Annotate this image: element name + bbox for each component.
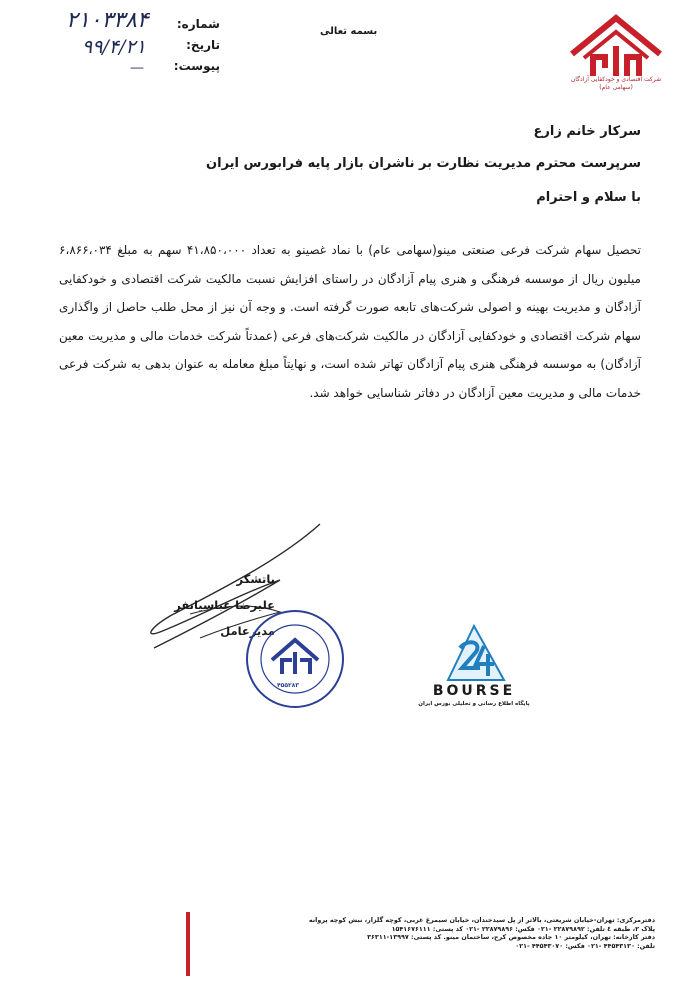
body-line: اقتصادی و خودکفایی آزادگان و مدیریت بهینه و اصولی شرکت‌های تابعه صورت گرفته است. و وجه آن نیز [59,271,641,314]
seal-number: ۴۵۵۲۸۳ [277,682,299,689]
letter-body [59,236,641,407]
body-line: شناسایی خواهد شد. [309,385,412,400]
company-seal [244,608,346,710]
company-name [560,76,672,92]
footer-line: تلفن: ۴۴۵۴۳۱۳۰ -۰۲۱ فکس: ۴۴۵۴۳۰۷۰ -۰۲۱ [515,941,655,950]
addressee-position: سرپرست محترم مدیریت نظارت بر ناشران بازار پایه فرابورس ایران [206,156,641,171]
basmala: بسمه تعالی [320,26,378,37]
body-line: تحصیل سهام شرکت فرعی صنعتی مینو(سهامی عام) با نماد غصینو به تعداد ۴۱،۸۵۰،۰۰۰ سهم به مبلغ [117,243,641,257]
letter-number: ۲۱۰۳۳۸۴ [66,8,149,33]
bourse-tagline: پایگاه اطلاع رسانی و تحلیلی بورس ایران [418,701,530,707]
body-line: است، و نهایتاً مبلغ معامله به عنوان بدهی به شرکت فرعی خدمات مالی و مدیریت معین آزادگان در دفاتر [59,357,641,400]
closing-thanks: باتشکر [236,572,275,586]
greeting: با سلام و احترام [536,190,641,205]
footer-address [185,916,655,950]
signer-name: علیرضا عباسیانفر [174,598,275,612]
bourse-wordmark: BOURSE [432,683,516,699]
date-label: تاریخ: [186,38,220,52]
body-line: از محل طلب حاصل از واگذاری سهام شرکت اقتصادی و خودکفایی آزادگان در مالکیت شرکت‌های فرعی [59,300,641,343]
company-name-line2: (سهامی عام) [599,84,633,91]
letter-meta-labels [173,14,220,77]
footer-line: دفتر کارخانه: تهران، کیلومتر ۱۰ جاده مخصوص کرج، ساختمان مینو. کد پستی: ۱۳۹۹۷-۳۶۳۱۱ [367,933,655,942]
footer-line: دفترمرکزی: تهران-خیابان شریعتی، بالاتر از پل سیدخندان، خیابان سیمرغ غربی، کوچه گلزار، نبش کوچه پروانه [308,916,655,924]
body-line: ۶،۸۶۶،۰۳۴ میلیون ریال از موسسه فرهنگی و هنری پیام آزادگان در راستای افزایش نسبت مالکیت شرکت [59,243,641,286]
footer-line: پلاک ۲، طبقه ٤ تلفن: ۲۲۸۷۹۸۹۲ -۰۲۱ فکس: ۲۲۸۷۹۸۹۶ -۰۲۱ کد پستی: ۱۵۴۱۶۷۶۱۱۱ [391,924,655,933]
addressee: سرکار خانم زارع [533,124,641,139]
letter-date: ۹۹/۴/۲۱ [82,36,146,58]
signer-title: مدیرعامل [220,624,275,638]
attachment-value: — [130,60,144,76]
body-line: (عمدتاً شرکت خدمات مالی و مدیریت معین آزادگان) به موسسه فرهنگی هنری پیام آزادگان تهاتر شده [59,328,641,371]
attachment-label: پیوست: [173,59,220,73]
number-label: شماره: [176,17,220,31]
company-name-line1: شرکت اقتصادی و خودکفایی آزادگان [570,76,662,83]
